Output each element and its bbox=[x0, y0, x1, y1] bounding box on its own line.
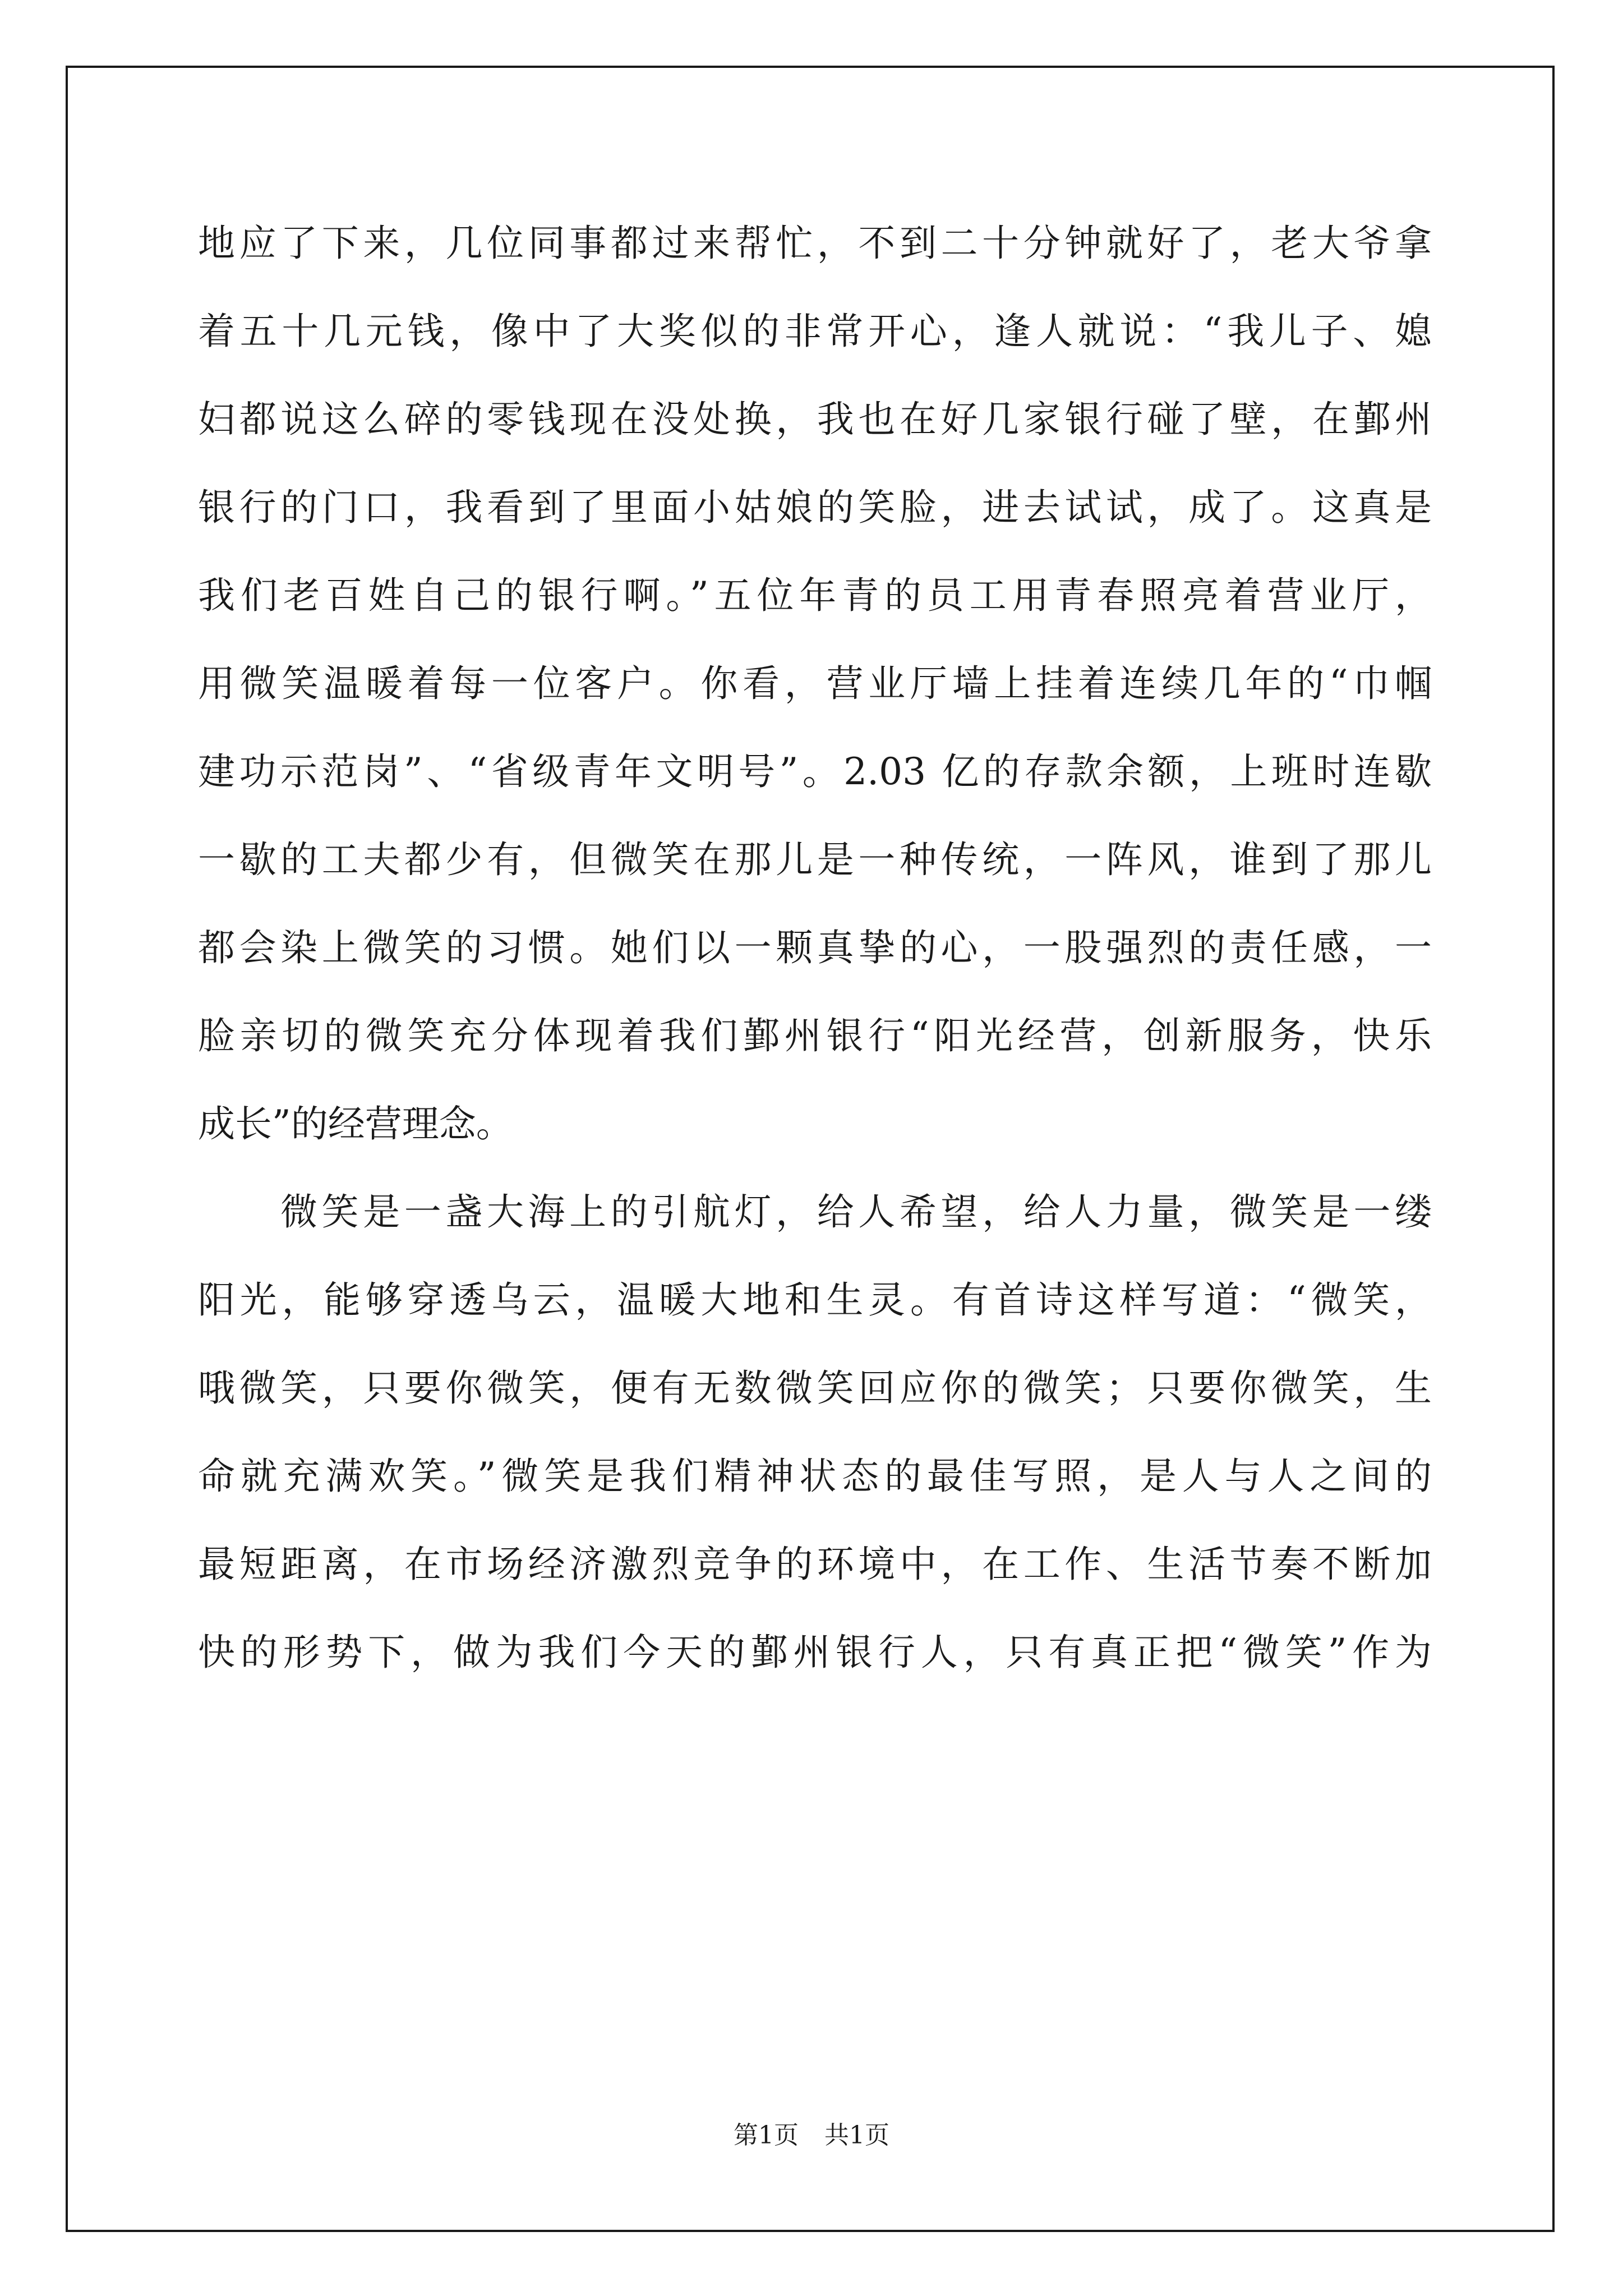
text-line: 最短距离，在市场经济激烈竞争的环境中，在工作、生活节奏不断加 bbox=[198, 1543, 1432, 1586]
text-line: 都会染上微笑的习惯。她们以一颗真挚的心，一股强烈的责任感，一 bbox=[198, 926, 1432, 969]
text-line: 命就充满欢笑。”微笑是我们精神状态的最佳写照，是人与人之间的 bbox=[198, 1455, 1432, 1498]
text-line: 成长”的经营理念。 bbox=[198, 1102, 513, 1145]
text-line: 微笑是一盏大海上的引航灯，给人希望，给人力量，微笑是一缕 bbox=[280, 1190, 1432, 1234]
body-text bbox=[198, 199, 1432, 1696]
text-line: 妇都说这么碎的零钱现在没处换，我也在好几家银行碰了壁，在鄞州 bbox=[198, 398, 1432, 441]
paragraph-2 bbox=[198, 1168, 1432, 1696]
text-line: 快的形势下，做为我们今天的鄞州银行人，只有真正把“微笑”作为 bbox=[198, 1631, 1432, 1674]
page-footer bbox=[0, 2115, 1623, 2151]
text-line: 脸亲切的微笑充分体现着我们鄞州银行“阳光经营，创新服务，快乐 bbox=[198, 1014, 1432, 1057]
text-line: 着五十几元钱，像中了大奖似的非常开心，逢人就说：“我儿子、媳 bbox=[198, 310, 1432, 353]
text-line: 我们老百姓自己的银行啊。”五位年青的员工用青春照亮着营业厅， bbox=[198, 574, 1432, 617]
text-line: 地应了下来，几位同事都过来帮忙，不到二十分钟就好了，老大爷拿 bbox=[198, 222, 1432, 265]
text-line: 建功示范岗”、“省级青年文明号”。2.03 亿的存款余额，上班时连歇 bbox=[198, 750, 1432, 793]
text-line: 阳光，能够穿透乌云，温暖大地和生灵。有首诗这样写道：“微笑， bbox=[198, 1278, 1432, 1322]
page-number: 第1页 bbox=[734, 2121, 799, 2150]
text-line: 银行的门口，我看到了里面小姑娘的笑脸，进去试试，成了。这真是 bbox=[198, 486, 1432, 529]
text-line: 一歇的工夫都少有，但微笑在那儿是一种传统，一阵风，谁到了那儿 bbox=[198, 838, 1432, 881]
page-count: 共1页 bbox=[824, 2121, 889, 2150]
text-line: 用微笑温暖着每一位客户。你看，营业厅墙上挂着连续几年的“巾帼 bbox=[198, 662, 1432, 705]
text-line: 哦微笑，只要你微笑，便有无数微笑回应你的微笑；只要你微笑，生 bbox=[198, 1366, 1432, 1410]
paragraph-1 bbox=[198, 199, 1432, 1168]
